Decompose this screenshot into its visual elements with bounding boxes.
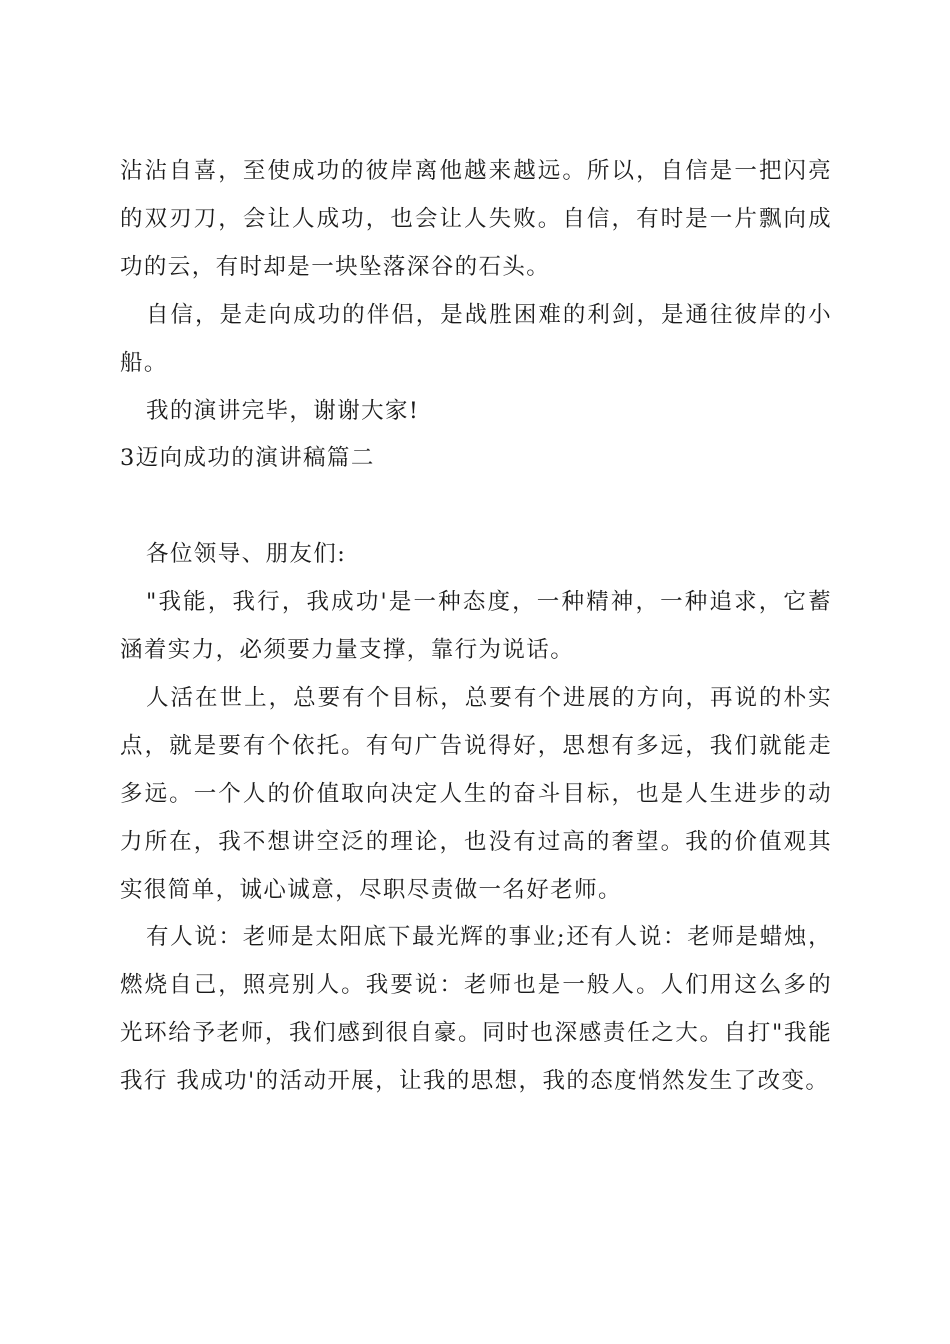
salutation: 各位领导、朋友们:: [146, 541, 347, 568]
paragraph-continuation: 沾沾自喜，至使成功的彼岸离他越来越远。所以，自信是一把闪亮的双刃刀，会让人成功，也会让人失败。自信，有时是一片飘向成功的云，有时却是一块坠落深谷的石头。: [120, 158, 832, 280]
section-heading: 3迈向成功的演讲稿篇二: [120, 445, 375, 472]
paragraph-motto: "我能，我行，我成功'是一种态度，一种精神，一种追求，它蓄涵着实力，必须要力量支撑，靠行为说话。: [120, 589, 832, 664]
paragraph-closing: 我的演讲完毕，谢谢大家!: [146, 397, 420, 424]
paragraph-confidence: 自信，是走向成功的伴侣，是战胜困难的利剑，是通往彼岸的小船。: [120, 301, 832, 376]
paragraph-teacher: 有人说：老师是太阳底下最光辉的事业;还有人说：老师是蜡烛，燃烧自己，照亮别人。我要说：老师也是一般人。人们用这么多的光环给予老师，我们感到很自豪。同时也深感责任之大。自打"我能 我行 我成功'的活动开展，让我的思想，我的态度悄然发生了改变。: [120, 924, 832, 1095]
paragraph-goal: 人活在世上，总要有个目标，总要有个进展的方向，再说的朴实点，就是要有个依托。有句广告说得好，思想有多远，我们就能走多远。一个人的价值取向决定人生的奋斗目标，也是人生进步的动力所在，我不想讲空泛的理论，也没有过高的奢望。我的价值观其实很简单，诚心诚意，尽职尽责做一名好老师。: [120, 684, 832, 903]
document-body: [120, 148, 832, 1106]
blank-line: [120, 483, 832, 531]
